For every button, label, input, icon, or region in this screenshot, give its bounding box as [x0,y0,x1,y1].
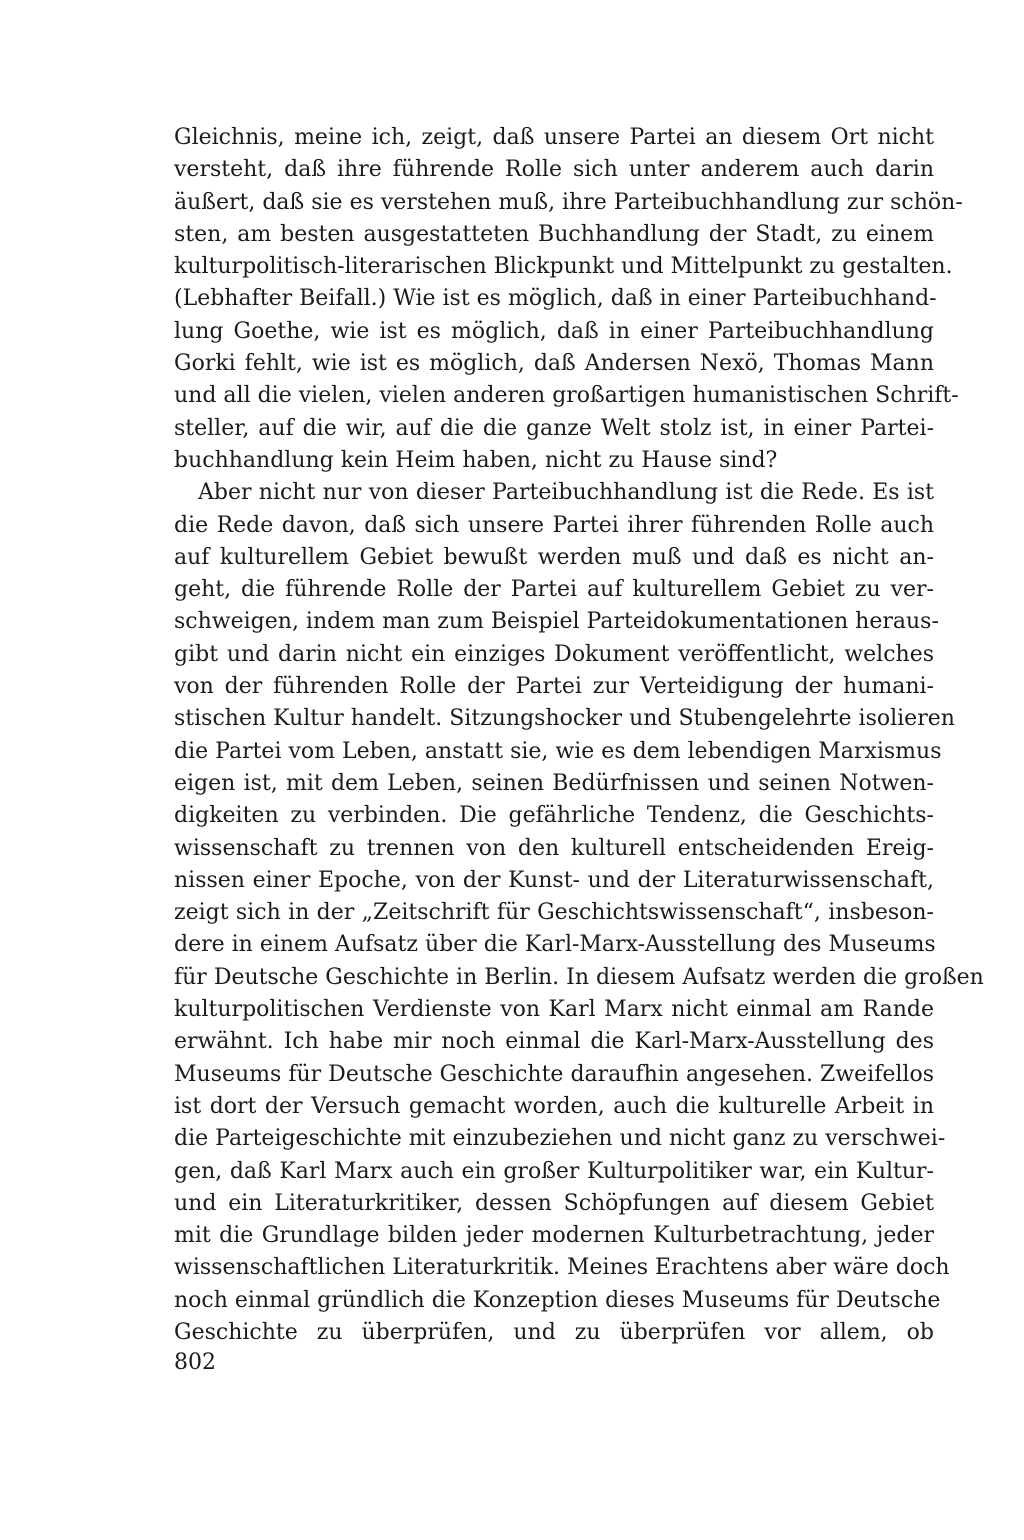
text-line: für Deutsche Geschichte in Berlin. In diesem Aufsatz werden die großen [174,964,984,990]
text-line: versteht, daß ihre führende Rolle sich unter anderem auch darin [174,157,934,183]
text-line: kulturpolitischen Verdienste von Karl Marx nicht einmal am Rande [174,997,934,1023]
text-line: schweigen, indem man zum Beispiel Parteidokumentationen heraus- [174,609,939,635]
text-line: die Partei vom Leben, anstatt sie, wie es dem lebendigen Marxismus [174,738,942,764]
text-line: die Rede davon, daß sich unsere Partei ihrer führenden Rolle auch [174,512,934,538]
text-line: sten, am besten ausgestatteten Buchhandlung der Stadt, zu einem [174,221,934,247]
page-number: 802 [174,1350,216,1375]
text-line: auf kulturellem Gebiet bewußt werden muß und daß es nicht an- [174,544,934,570]
text-line: zeigt sich in der „Zeitschrift für Geschichtswissenschaft“, insbeson- [174,900,934,926]
text-line: erwähnt. Ich habe mir noch einmal die Karl-Marx-Ausstellung des [174,1029,934,1055]
text-line: steller, auf die wir, auf die die ganze Welt stolz ist, in einer Partei- [174,415,934,441]
text-line: die Parteigeschichte mit einzubeziehen und nicht ganz zu verschwei- [174,1126,946,1152]
text-line: wissenschaft zu trennen von den kulturell entscheidenden Ereig- [174,835,934,861]
text-line: (Lebhafter Beifall.) Wie ist es möglich, daß in einer Parteibuchhand- [174,286,937,312]
text-line: Gleichnis, meine ich, zeigt, daß unsere Partei an diesem Ort nicht [174,125,934,150]
text-line: stischen Kultur handelt. Sitzungshocker und Stubengelehrte isolieren [174,706,955,732]
text-line: nissen einer Epoche, von der Kunst- und der Literaturwissenschaft, [174,867,934,893]
text-line: gibt und darin nicht ein einziges Dokument veröffentlicht, welches [174,641,934,667]
text-line: und all die vielen, vielen anderen großartigen humanistischen Schrift- [174,383,959,409]
text-line: lung Goethe, wie ist es möglich, daß in einer Parteibuchhandlung [174,318,934,344]
text-line: von der führenden Rolle der Partei zur Verteidigung der humani- [174,674,934,700]
text-line: wissenschaftlichen Literaturkritik. Meines Erachtens aber wäre doch [174,1255,950,1281]
body-text [174,122,984,1349]
paragraph-first-line: Aber nicht nur von dieser Parteibuchhandlung ist die Rede. Es ist [198,480,934,506]
text-line: geht, die führende Rolle der Partei auf kulturellem Gebiet zu ver- [174,577,934,603]
text-line: dere in einem Aufsatz über die Karl-Marx-Ausstellung des Museums [174,932,936,958]
text-line: mit die Grundlage bilden jeder modernen Kulturbetrachtung, jeder [174,1223,934,1249]
text-line: Museums für Deutsche Geschichte daraufhin angesehen. Zweifellos [174,1061,934,1087]
text-line: ist dort der Versuch gemacht worden, auch die kulturelle Arbeit in [174,1093,934,1119]
text-line: digkeiten zu verbinden. Die gefährliche Tendenz, die Geschichts- [174,803,934,829]
text-line: Geschichte zu überprüfen, und zu überprüfen vor allem, ob [174,1319,934,1345]
text-line: und ein Literaturkritiker, dessen Schöpfungen auf diesem Gebiet [174,1190,934,1216]
text-line: Gorki fehlt, wie ist es möglich, daß Andersen Nexö, Thomas Mann [174,351,934,377]
text-line: äußert, daß sie es verstehen muß, ihre Parteibuchhandlung zur schön- [174,189,963,215]
text-line: noch einmal gründlich die Konzeption dieses Museums für Deutsche [174,1287,941,1313]
text-line: eigen ist, mit dem Leben, seinen Bedürfnissen und seinen Notwen- [174,770,934,796]
text-line: buchhandlung kein Heim haben, nicht zu Hause sind? [174,447,778,473]
text-line: kulturpolitisch-literarischen Blickpunkt und Mittelpunkt zu gestalten. [174,254,953,280]
text-line: gen, daß Karl Marx auch ein großer Kulturpolitiker war, ein Kultur- [174,1158,934,1184]
